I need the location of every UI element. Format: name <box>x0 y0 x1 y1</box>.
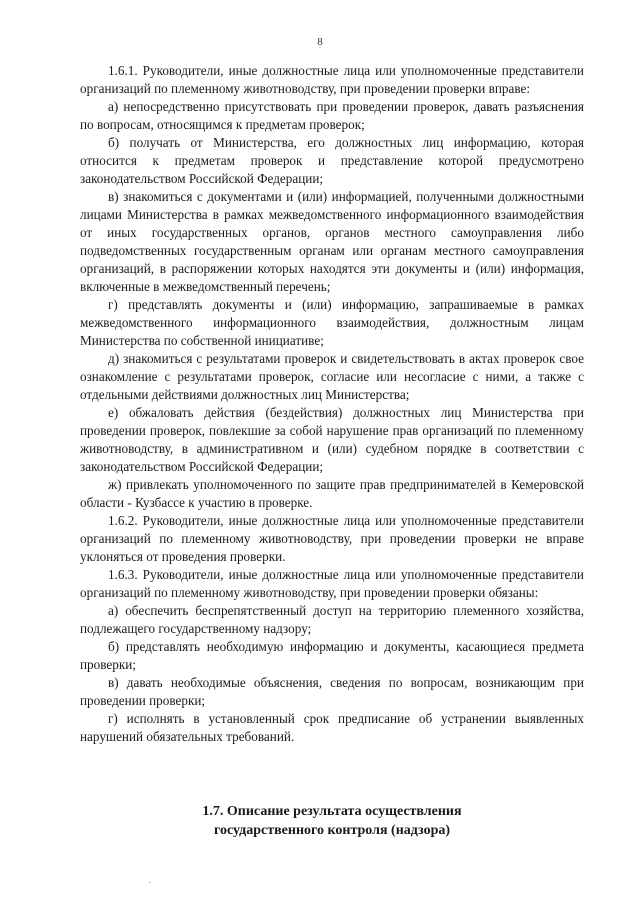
paragraph-right-v: в) знакомиться с документами и (или) информацией, полученными должностными лицами Министерства в рамках межведомственного информационного взаимодействия от иных государственных органов, органов местного самоуправления либо подведомственных государственным органам или органам местного самоуправления организаций, в распоряжении которых находятся эти документы и (или) информация, включенные в межведомственный перечень; <box>80 189 584 294</box>
section-heading-line-1: 1.7. Описание результата осуществления <box>202 804 462 819</box>
scan-speck <box>149 882 151 883</box>
section-heading-line-2: государственного контроля (надзора) <box>213 823 451 838</box>
paragraph-1-6-1: 1.6.1. Руководители, иные должностные лица или уполномоченные представители организаций по племенному животноводству, при проведении проверки вправе: <box>80 63 584 96</box>
paragraph-duty-b: б) представлять необходимую информацию и документы, касающиеся предмета проверки; <box>80 639 584 672</box>
paragraph-right-zh: ж) привлекать уполномоченного по защите прав предпринимателей в Кемеровской области - Кузбассе к участию в проверке. <box>80 477 584 510</box>
document-body <box>80 62 584 746</box>
page-number: 8 <box>317 36 323 48</box>
paragraph-duty-a: а) обеспечить беспрепятственный доступ на территорию племенного хозяйства, подлежащего государственному надзору; <box>80 603 584 636</box>
paragraph-duty-g: г) исполнять в установленный срок предписание об устранении выявленных нарушений обязательных требований. <box>80 711 584 744</box>
paragraph-right-d: д) знакомиться с результатами проверок и свидетельствовать в актах проверок свое ознакомление с результатами проверок, согласие или несогласие с ними, а также с отдельными действиями должностных лиц Министерства; <box>80 351 584 402</box>
paragraph-right-a: а) непосредственно присутствовать при проведении проверок, давать разъяснения по вопросам, относящимся к предметам проверок; <box>80 99 584 132</box>
paragraph-1-6-2: 1.6.2. Руководители, иные должностные лица или уполномоченные представители организаций по племенному животноводству, при проведении проверки не вправе уклоняться от проведения проверки. <box>80 513 584 564</box>
section-heading-1-7 <box>80 802 584 840</box>
paragraph-right-e: е) обжаловать действия (бездействия) должностных лиц Министерства при проведении проверок, повлекшие за собой нарушение прав организаций по племенному животноводству, в административном и (или) судебном порядке в соответствии с законодательством Российской Федерации; <box>80 405 584 474</box>
paragraph-1-6-3: 1.6.3. Руководители, иные должностные лица или уполномоченные представители организаций по племенному животноводству, при проведении проверки обязаны: <box>80 567 584 600</box>
paragraph-right-g: г) представлять документы и (или) информацию, запрашиваемые в рамках межведомственного информационного взаимодействия, должностным лицам Министерства по собственной инициативе; <box>80 297 584 348</box>
paragraph-duty-v: в) давать необходимые объяснения, сведения по вопросам, возникающим при проведении проверки; <box>80 675 584 708</box>
paragraph-right-b: б) получать от Министерства, его должностных лиц информацию, которая относится к предметам проверок и представление которой предусмотрено законодательством Российской Федерации; <box>80 135 584 186</box>
